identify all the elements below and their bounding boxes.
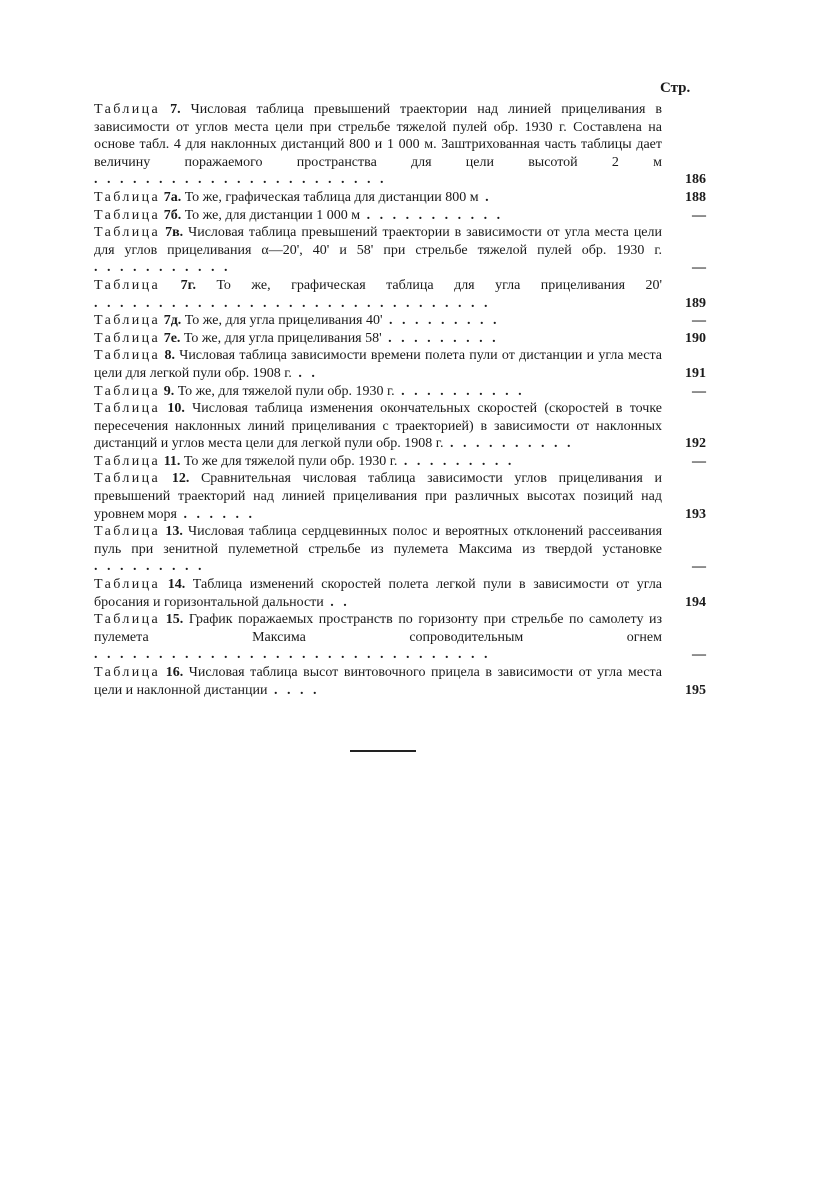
entry-title: График поражаемых пространств по горизонту при стрельбе по самолету из пулемета Максима сопроводительным огнем [94, 612, 663, 645]
page-number: — [692, 559, 706, 575]
entry-number: 7г. [180, 277, 196, 293]
leader-dots: . . . . . . [176, 506, 255, 522]
entry-number: 7б. [163, 207, 182, 223]
entry-label: Таблица [94, 453, 161, 469]
entry-label: Таблица [94, 102, 161, 117]
page-number: — [692, 647, 706, 663]
leader-dots: . . . . . . . . . [381, 330, 499, 346]
page-column-header: Стр. [660, 80, 691, 96]
entry-title: То же для тяжелой пули обр. 1930 г. [183, 453, 398, 469]
list-item[interactable] [94, 470, 706, 523]
leader-dots: . . [291, 365, 318, 381]
list-item[interactable] [94, 453, 706, 471]
leader-dots: . . . . . . . . . . . . . . . . . . . . . . . [94, 172, 387, 188]
entry-number: 8. [164, 348, 175, 364]
entry-number: 7д. [163, 313, 182, 329]
page-number: 192 [685, 436, 706, 452]
entry-label: Таблица [94, 348, 161, 364]
leader-dots: . . . . . . . . . [397, 453, 515, 469]
page-number: 189 [685, 295, 706, 311]
entry-title: Числовая таблица зависимости времени полета пули от дистанции и угла места цели для легкой пули обр. 1908 г. [94, 348, 663, 381]
page-number: 186 [685, 172, 706, 188]
leader-dots: . . . . . . . . . . . [94, 260, 231, 276]
entry-title: Числовая таблица превышений траектории в зависимости от угла места цели для углов прицеливания α—20', 40' и 58' при стрельбе тяжелой пулей обр. 1930 г. [94, 225, 662, 258]
entry-label: Таблица [94, 612, 161, 628]
entry-label: Таблица [94, 471, 161, 487]
entry-number: 9. [163, 383, 175, 399]
entry-number: 14. [167, 577, 186, 593]
list-item[interactable] [94, 207, 706, 225]
page-number: — [692, 383, 706, 399]
page-number: — [692, 453, 706, 469]
page-number: 191 [685, 365, 706, 381]
list-item[interactable] [94, 224, 706, 277]
list-item[interactable] [94, 312, 706, 330]
leader-dots: . . . . . . . . . [94, 559, 205, 575]
leader-dots: . [478, 189, 492, 205]
page-number: — [692, 260, 706, 276]
list-item[interactable] [94, 101, 706, 189]
list-item[interactable] [94, 347, 706, 382]
entry-title: Таблица изменений скоростей полета легкой пули в зависимости от угла бросания и горизонтальной дальности [94, 577, 663, 610]
entry-title: То же, для угла прицеливания 58' [183, 330, 382, 346]
table-list [94, 101, 706, 699]
entry-title: Числовая таблица изменения окончательных скоростей (скоростей в точке пересечения наклонных линий прицеливания с траекторией) в зависимости от наклонных дистанций и углов места цели для легкой пули обр. 1908 г. [94, 401, 663, 452]
entry-label: Таблица [94, 524, 161, 540]
entry-title: Числовая таблица высот винтовочного прицела в зависимости от угла места цели и наклонной дистанции [94, 665, 662, 698]
entry-label: Таблица [94, 277, 161, 293]
entry-label: Таблица [94, 189, 161, 205]
leader-dots: . . . . [267, 682, 320, 698]
leader-dots: . . [323, 594, 350, 610]
list-item[interactable] [94, 400, 706, 453]
entry-number: 11. [163, 453, 181, 469]
list-item[interactable] [94, 189, 706, 207]
entry-number: 16. [165, 665, 184, 680]
entry-title: То же, графическая таблица для дистанции 800 м [184, 189, 479, 205]
entry-number: 7е. [163, 330, 181, 346]
page-number: 193 [685, 506, 706, 522]
list-item[interactable] [94, 277, 706, 312]
entry-number: 12. [171, 471, 190, 487]
list-item[interactable] [94, 383, 706, 401]
list-item[interactable] [94, 664, 706, 699]
entry-number: 7а. [163, 189, 182, 205]
entry-label: Таблица [94, 225, 161, 241]
entry-number: 15. [165, 612, 184, 628]
entry-number: 7. [170, 102, 181, 117]
leader-dots: . . . . . . . . . . [394, 383, 525, 399]
entry-title: Сравнительная числовая таблица зависимости углов прицеливания и превышений траекторий над линией прицеливания при различных высотах позиций над уровнем моря [94, 471, 662, 522]
entry-label: Таблица [94, 577, 161, 593]
section-divider [350, 750, 416, 752]
page-number: 188 [685, 189, 706, 205]
leader-dots: . . . . . . . . . [382, 313, 500, 329]
entry-label: Таблица [94, 207, 161, 223]
entry-title: То же, для дистанции 1 000 м [184, 207, 361, 223]
page-number: 194 [685, 594, 706, 610]
list-item[interactable] [94, 576, 706, 611]
leader-dots: . . . . . . . . . . [443, 436, 574, 452]
page-number: 195 [685, 682, 706, 698]
page-number: 190 [685, 330, 706, 346]
entry-label: Таблица [94, 383, 161, 399]
leader-dots: . . . . . . . . . . . [360, 207, 504, 223]
entry-label: Таблица [94, 665, 161, 680]
entry-label: Таблица [94, 313, 161, 329]
page-number: — [692, 207, 706, 223]
list-item[interactable] [94, 523, 706, 576]
entry-title: То же, для тяжелой пули обр. 1930 г. [177, 383, 395, 399]
entry-title: Числовая таблица превышений траектории над линией прицеливания в зависимости от углов места цели при стрельбе тяжелой пулей обр. 1930 г. Составлена на основе табл. 4 для наклонных дистанций 800 и 1 000 м. Заштрихованная часть таблицы дает величину поражаемого пространства для цели высотой 2 м [94, 102, 663, 170]
entry-title: Числовая таблица сердцевинных полос и вероятных отклонений рассеивания пуль при зенитной пулеметной стрельбе из пулемета Максима из твердой установке [94, 524, 663, 557]
list-item[interactable] [94, 330, 706, 348]
entry-number: 10. [167, 401, 185, 417]
entry-title: То же, для угла прицеливания 40' [184, 313, 383, 329]
entry-number: 13. [165, 524, 183, 540]
entry-title: То же, графическая таблица для угла прицеливания 20' [216, 277, 663, 293]
entry-label: Таблица [94, 401, 161, 417]
leader-dots: . . . . . . . . . . . . . . . . . . . . . . . . . . . . . . . [94, 647, 491, 663]
page-number: — [692, 313, 706, 329]
entry-label: Таблица [94, 330, 161, 346]
entry-number: 7в. [165, 225, 184, 241]
list-item[interactable] [94, 611, 706, 664]
leader-dots: . . . . . . . . . . . . . . . . . . . . . . . . . . . . . . . [94, 295, 491, 311]
